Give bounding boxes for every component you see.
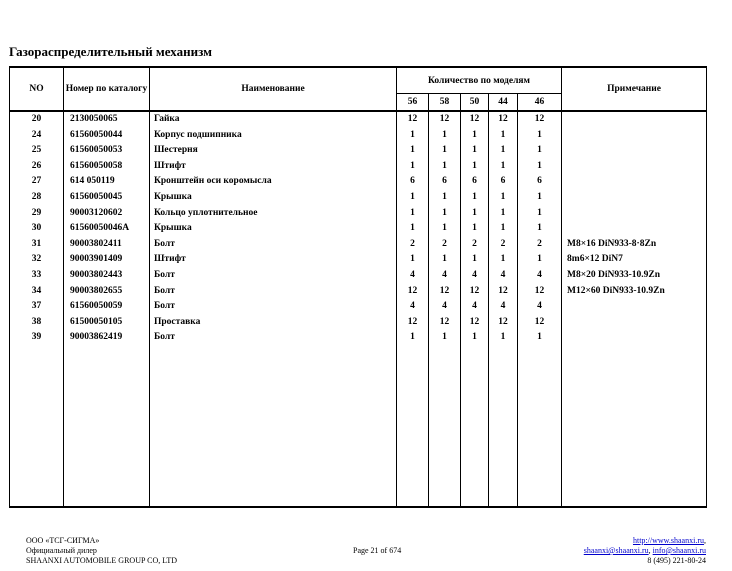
table-row <box>10 128 707 144</box>
row-qty-50: 12 <box>461 284 489 300</box>
row-qty-56: 1 <box>397 206 429 222</box>
row-name: Штифт <box>150 159 397 175</box>
row-note <box>562 128 707 144</box>
row-qty-50: 4 <box>461 299 489 315</box>
row-note <box>562 190 707 206</box>
table-row <box>10 206 707 222</box>
row-note: M8×20 DiN933-10.9Zn <box>562 268 707 284</box>
row-qty-46: 1 <box>518 206 562 222</box>
table-row <box>10 268 707 284</box>
row-name: Крышка <box>150 221 397 237</box>
row-qty-46: 4 <box>518 268 562 284</box>
row-qty-46: 1 <box>518 330 562 346</box>
row-name: Болт <box>150 284 397 300</box>
row-catalog-number: 90003802655 <box>64 284 150 300</box>
table-row <box>10 190 707 206</box>
email-separator: , <box>648 546 653 555</box>
row-no: 27 <box>10 174 64 190</box>
header-model-50: 50 <box>461 94 489 112</box>
row-qty-44: 4 <box>489 299 518 315</box>
row-note <box>562 206 707 222</box>
row-qty-58: 6 <box>429 174 461 190</box>
row-name: Гайка <box>150 111 397 128</box>
row-qty-56: 4 <box>397 299 429 315</box>
table-row <box>10 174 707 190</box>
row-qty-58: 4 <box>429 268 461 284</box>
empty-cell <box>397 346 429 507</box>
row-qty-58: 12 <box>429 284 461 300</box>
row-qty-44: 1 <box>489 128 518 144</box>
row-qty-50: 4 <box>461 268 489 284</box>
row-name: Крышка <box>150 190 397 206</box>
row-qty-50: 1 <box>461 252 489 268</box>
row-qty-46: 1 <box>518 252 562 268</box>
row-name: Проставка <box>150 315 397 331</box>
row-catalog-number: 61560050044 <box>64 128 150 144</box>
row-note: M12×60 DiN933-10.9Zn <box>562 284 707 300</box>
row-qty-50: 6 <box>461 174 489 190</box>
row-qty-44: 1 <box>489 206 518 222</box>
row-name: Кронштейн оси коромысла <box>150 174 397 190</box>
row-note <box>562 159 707 175</box>
row-no: 20 <box>10 111 64 128</box>
table-row <box>10 159 707 175</box>
row-catalog-number: 61500050105 <box>64 315 150 331</box>
table-row <box>10 299 707 315</box>
row-catalog-number: 2130050065 <box>64 111 150 128</box>
row-qty-56: 12 <box>397 315 429 331</box>
email-link-info[interactable]: info@shaanxi.ru <box>652 546 706 555</box>
footer-brand: SHAANXI AUTOMOBILE GROUP CO, LTD <box>26 556 178 565</box>
row-qty-58: 2 <box>429 237 461 253</box>
row-qty-56: 1 <box>397 128 429 144</box>
row-qty-46: 4 <box>518 299 562 315</box>
row-qty-46: 1 <box>518 221 562 237</box>
header-name: Наименование <box>150 67 397 111</box>
row-qty-50: 2 <box>461 237 489 253</box>
row-catalog-number: 61560050053 <box>64 143 150 159</box>
row-catalog-number: 614 050119 <box>64 174 150 190</box>
row-qty-50: 1 <box>461 159 489 175</box>
row-qty-58: 1 <box>429 159 461 175</box>
row-note <box>562 143 707 159</box>
row-no: 29 <box>10 206 64 222</box>
row-no: 28 <box>10 190 64 206</box>
row-qty-50: 1 <box>461 330 489 346</box>
header-no: NO <box>10 67 64 111</box>
header-model-56: 56 <box>397 94 429 112</box>
row-qty-50: 1 <box>461 143 489 159</box>
row-no: 39 <box>10 330 64 346</box>
row-name: Кольцо уплотнительное <box>150 206 397 222</box>
website-link[interactable]: http://www.shaanxi.ru <box>632 536 704 545</box>
row-qty-58: 12 <box>429 315 461 331</box>
row-name: Болт <box>150 237 397 253</box>
row-no: 32 <box>10 252 64 268</box>
empty-cell <box>64 346 150 507</box>
row-catalog-number: 90003802443 <box>64 268 150 284</box>
row-qty-56: 4 <box>397 268 429 284</box>
table-empty-space <box>10 346 707 507</box>
row-catalog-number: 61560050045 <box>64 190 150 206</box>
row-note: 8m6×12 DiN7 <box>562 252 707 268</box>
row-qty-46: 1 <box>518 128 562 144</box>
row-name: Болт <box>150 268 397 284</box>
row-qty-44: 1 <box>489 159 518 175</box>
table-row <box>10 111 707 128</box>
row-qty-56: 1 <box>397 159 429 175</box>
row-qty-50: 12 <box>461 111 489 128</box>
row-catalog-number: 61560050059 <box>64 299 150 315</box>
table-row <box>10 284 707 300</box>
row-qty-56: 1 <box>397 221 429 237</box>
row-qty-50: 1 <box>461 128 489 144</box>
row-qty-56: 1 <box>397 143 429 159</box>
empty-cell <box>518 346 562 507</box>
footer-right <box>584 536 706 566</box>
row-note <box>562 315 707 331</box>
row-qty-58: 1 <box>429 143 461 159</box>
footer-left <box>26 536 177 566</box>
website-suffix: , <box>704 536 706 545</box>
row-note <box>562 174 707 190</box>
table-row <box>10 237 707 253</box>
row-note <box>562 299 707 315</box>
row-qty-46: 12 <box>518 284 562 300</box>
table-row <box>10 143 707 159</box>
row-note: M8×16 DiN933-8·8Zn <box>562 237 707 253</box>
row-qty-56: 12 <box>397 111 429 128</box>
empty-cell <box>429 346 461 507</box>
empty-cell <box>489 346 518 507</box>
row-qty-46: 1 <box>518 143 562 159</box>
row-qty-56: 12 <box>397 284 429 300</box>
row-no: 24 <box>10 128 64 144</box>
row-qty-50: 12 <box>461 315 489 331</box>
row-name: Шестерня <box>150 143 397 159</box>
row-note <box>562 111 707 128</box>
row-qty-46: 1 <box>518 190 562 206</box>
header-model-58: 58 <box>429 94 461 112</box>
row-qty-44: 1 <box>489 190 518 206</box>
row-no: 33 <box>10 268 64 284</box>
parts-table <box>9 66 707 508</box>
header-model-46: 46 <box>518 94 562 112</box>
table-row <box>10 315 707 331</box>
row-qty-50: 1 <box>461 221 489 237</box>
footer-dealer: Официальный дилер <box>26 546 97 555</box>
row-catalog-number: 90003901409 <box>64 252 150 268</box>
row-qty-44: 1 <box>489 330 518 346</box>
empty-cell <box>10 346 64 507</box>
row-qty-58: 1 <box>429 252 461 268</box>
row-qty-56: 2 <box>397 237 429 253</box>
row-qty-56: 1 <box>397 190 429 206</box>
row-qty-50: 1 <box>461 190 489 206</box>
row-qty-44: 1 <box>489 252 518 268</box>
row-catalog-number: 90003862419 <box>64 330 150 346</box>
row-qty-50: 1 <box>461 206 489 222</box>
header-note: Примечание <box>562 67 707 111</box>
table-body <box>10 111 707 507</box>
table-row <box>10 221 707 237</box>
email-link-shaanxi[interactable]: shaanxi@shaanxi.ru <box>583 546 649 555</box>
row-qty-44: 12 <box>489 284 518 300</box>
row-name: Болт <box>150 330 397 346</box>
row-qty-46: 1 <box>518 159 562 175</box>
row-catalog-number: 90003802411 <box>64 237 150 253</box>
row-qty-44: 4 <box>489 268 518 284</box>
row-catalog-number: 90003120602 <box>64 206 150 222</box>
row-qty-46: 2 <box>518 237 562 253</box>
table-row <box>10 330 707 346</box>
row-qty-46: 6 <box>518 174 562 190</box>
row-note <box>562 221 707 237</box>
row-qty-44: 2 <box>489 237 518 253</box>
row-qty-58: 1 <box>429 206 461 222</box>
row-qty-44: 1 <box>489 221 518 237</box>
row-no: 34 <box>10 284 64 300</box>
row-no: 30 <box>10 221 64 237</box>
footer-phone: 8 (495) 221-80-24 <box>647 556 706 565</box>
footer-page-number: Page 21 of 674 <box>353 546 402 555</box>
row-qty-58: 4 <box>429 299 461 315</box>
row-name: Штифт <box>150 252 397 268</box>
empty-cell <box>461 346 489 507</box>
row-qty-44: 12 <box>489 315 518 331</box>
row-qty-44: 6 <box>489 174 518 190</box>
row-no: 31 <box>10 237 64 253</box>
row-catalog-number: 61560050046A <box>64 221 150 237</box>
table-row <box>10 252 707 268</box>
row-name: Корпус подшипника <box>150 128 397 144</box>
row-qty-46: 12 <box>518 111 562 128</box>
row-qty-58: 1 <box>429 330 461 346</box>
row-qty-56: 6 <box>397 174 429 190</box>
row-no: 26 <box>10 159 64 175</box>
row-qty-58: 1 <box>429 221 461 237</box>
page-title: Газораспределительный механизм <box>9 44 212 59</box>
row-qty-58: 1 <box>429 190 461 206</box>
row-qty-56: 1 <box>397 330 429 346</box>
row-name: Болт <box>150 299 397 315</box>
row-qty-58: 12 <box>429 111 461 128</box>
row-no: 38 <box>10 315 64 331</box>
row-no: 37 <box>10 299 64 315</box>
empty-cell <box>562 346 707 507</box>
row-qty-56: 1 <box>397 252 429 268</box>
row-qty-44: 1 <box>489 143 518 159</box>
row-catalog-number: 61560050058 <box>64 159 150 175</box>
row-note <box>562 330 707 346</box>
footer-company: ООО «ТСГ-СИГМА» <box>26 536 100 545</box>
header-qty: Количество по моделям <box>397 67 562 94</box>
row-qty-58: 1 <box>429 128 461 144</box>
header-model-44: 44 <box>489 94 518 112</box>
row-qty-44: 12 <box>489 111 518 128</box>
header-catalog: Номер по каталогу <box>64 67 150 111</box>
row-no: 25 <box>10 143 64 159</box>
empty-cell <box>150 346 397 507</box>
row-qty-46: 12 <box>518 315 562 331</box>
